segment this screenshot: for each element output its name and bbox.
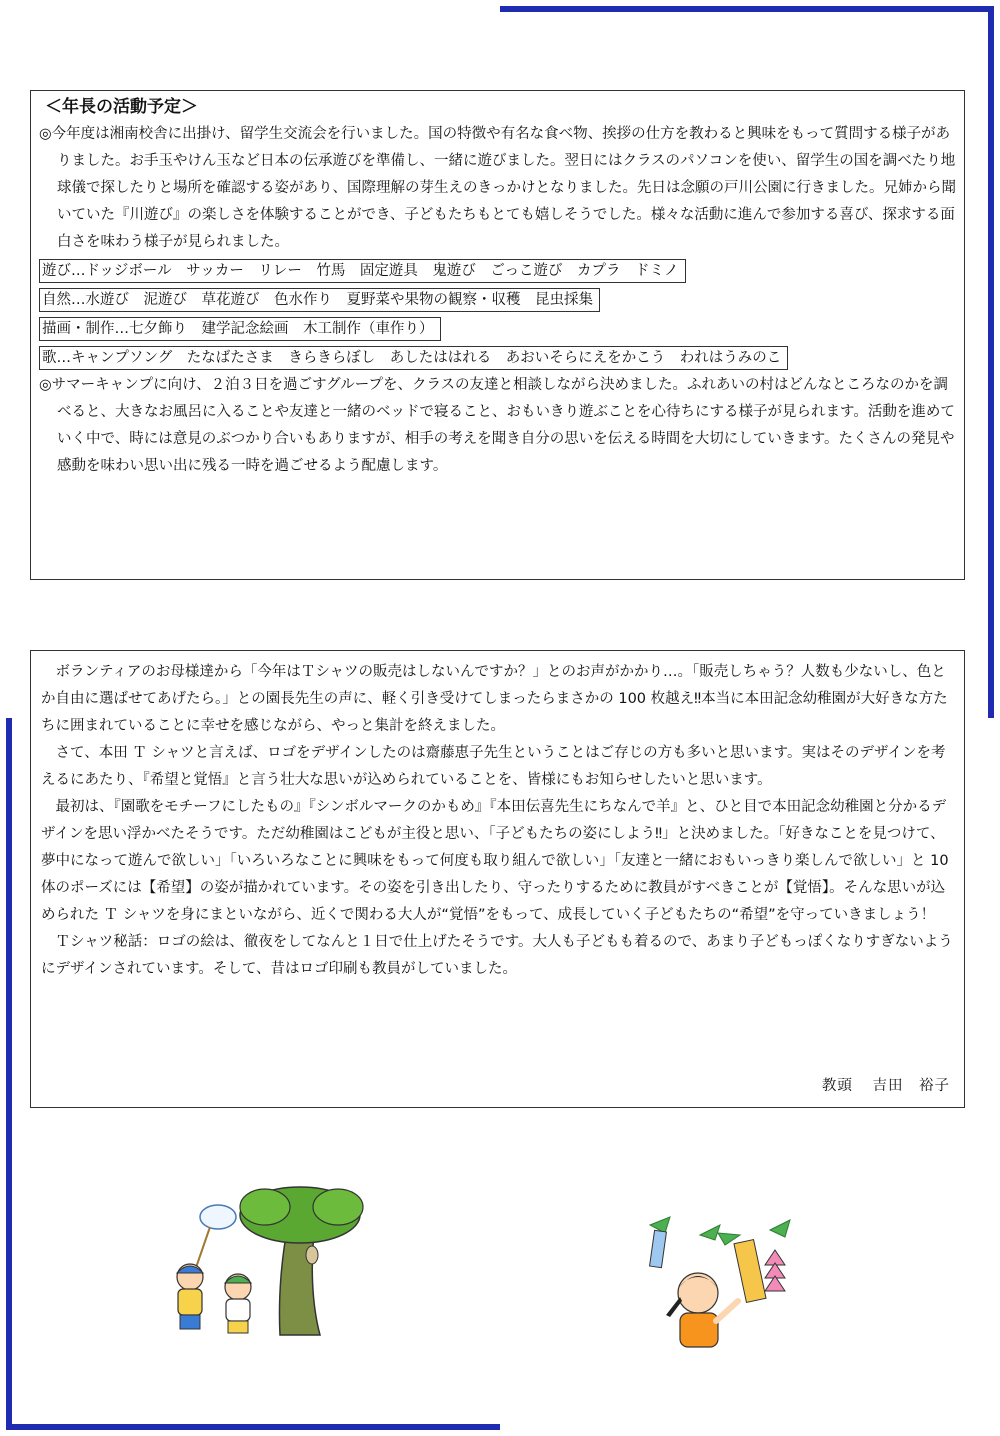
activities-section (30, 90, 965, 580)
tag-art: 描画・制作…七夕飾り 建学記念絵画 木工制作（車作り） (39, 317, 441, 341)
tag-songs: 歌…キャンプソング たなばたさま きらきらぼし あしたははれる あおいそらにえをかこう われはうみのこ (39, 346, 788, 370)
activities-paragraph-1: ◎今年度は湘南校舎に出掛け、留学生交流会を行いました。国の特徴や有名な食べ物、挨拶の仕方を教わると興味をもって質問する様子がありました。お手玉やけん玉など日本の伝承遊びを準備し、一緒に遊びました。翌日にはクラスのパソコンを使い、留学生の国を調べたり地球儀で探したりと場所を確認する姿があり、国際理解の芽生えのきっかけとなりました。先日は念願の戸川公園に行きました。兄姉から聞いていた『川遊び』の楽しさを体験することができ、子どもたちもとても嬉しそうでした。様々な活動に進んで参加する喜び、探求する面白さを味わう様子が見られました。 (39, 126, 956, 250)
children-tree-illustration (160, 1185, 370, 1345)
tanabata-girl-illustration (630, 1205, 810, 1355)
essay-paragraph: 最初は、『園歌をモチーフにしたもの』『シンボルマークのかもめ』『本田伝喜先生にちなんで羊』と、ひと目で本田記念幼稚園と分かるデザインを思い浮かべたそうです。ただ幼稚園はこどもが主役と思い、「子どもたちの姿にしよう‼」と決めました。「好きなことを見つけて、夢中になって遊んで欲しい」「いろいろなことに興味をもって何度も取り組んで欲しい」「友達と一緒におもいっきり楽しんで欲しい」と 10 体のポーズには【希望】の姿が描かれています。その姿を引き出したり、守ったりするために教員がすべきことが【覚悟】。そんな思いが込められた Ｔ シャツを身にまといながら、近くで関わる大人が“覚悟”をもって、成長していく子どもたちの“希望”を守っていきましょう！ (41, 799, 949, 923)
essay-paragraph: さて、本田 Ｔ シャツと言えば、ロゴをデザインしたのは齋藤恵子先生ということはご存じの方も多いと思います。実はそのデザインを考えるにあたり、『希望と覚悟』と言う壮大な思いが込められていることを、皆様にもお知らせしたいと思います。 (41, 745, 946, 788)
activities-paragraph-2: ◎サマーキャンプに向け、２泊３日を過ごすグループを、クラスの友達と相談しながら決めました。ふれあいの村はどんなところなのかを調べると、大きなお風呂に入ることや友達と一緒のベッドで寝ること、おもいきり遊ぶことを心待ちにする様子が見られます。活動を進めていく中で、時には意見のぶつかり合いもありますが、相手の考えを聞き自分の思いを伝える時間を大切にしていきます。たくさんの発見や感動を味わい思い出に残る一時を過ごせるよう配慮します。 (39, 377, 955, 474)
essay-paragraph: ボランティアのお母様達から「今年はＴシャツの販売はしないんですか？」とのお声がかかり…。「販売しちゃう？人数も少ないし、色とか自由に選ばせてあげたら。」との園長先生の声に、軽く引き受けてしまったらまさかの 100 枚越え‼本当に本田記念幼稚園が大好きな方たちに囲まれていることに幸せを感じながら、やっと集計を終えました。 (41, 664, 948, 734)
tag-play: 遊び…ドッジボール サッカー リレー 竹馬 固定遊具 鬼遊び ごっこ遊び カプラ ドミノ (39, 259, 686, 283)
essay-paragraph: Ｔシャツ秘話：ロゴの絵は、徹夜をしてなんと１日で仕上げたそうです。大人も子どもも着るので、あまり子どもっぽくなりすぎないようにデザインされています。そして、昔はロゴ印刷も教員がしていました。 (41, 934, 953, 977)
tshirt-essay-section (30, 650, 965, 1108)
signature-title: 教頭 (821, 1078, 853, 1094)
signature (808, 1074, 950, 1095)
signature-name: 吉田 裕子 (872, 1078, 950, 1094)
tag-nature: 自然…水遊び 泥遊び 草花遊び 色水作り 夏野菜や果物の観察・収穫 昆虫採集 (39, 288, 600, 312)
activities-heading: ＜年長の活動予定＞ (45, 97, 198, 117)
